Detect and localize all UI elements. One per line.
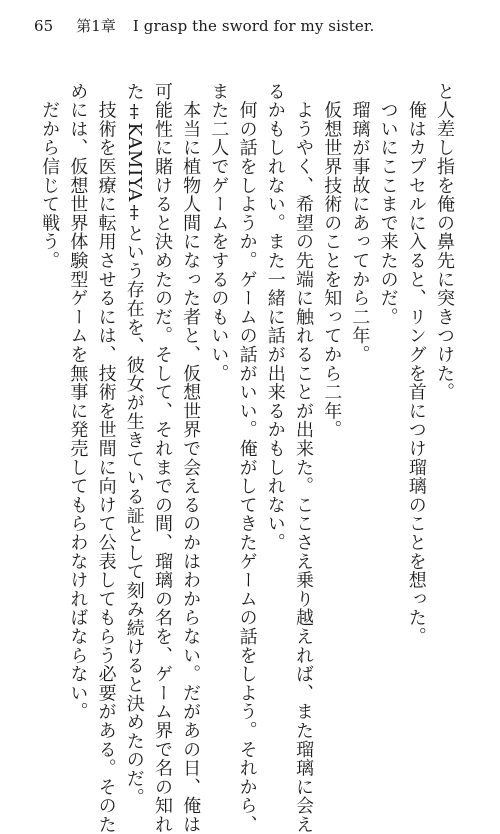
running-header [34, 16, 374, 36]
text-line: だから信じて戦う。 [39, 82, 61, 270]
text-line: めには、仮想世界体験型ゲームを無事に発売してもらわなければならない。 [67, 82, 89, 722]
vertical-body-text [35, 82, 458, 834]
chapter-label: 第1章 [76, 17, 117, 35]
text-line: ついにここまで来たのだ。 [377, 82, 399, 327]
text-line: 可能性に賭けると決めたのだ。そして、それまでの間、瑠璃の名を、ゲーム界で名の知れ [151, 82, 173, 834]
text-line: 瑠璃が事故にあってから二年。 [349, 82, 371, 364]
text-line: 本当に植物人間になった者と、仮想世界で会えるのかはわからない。だがあの日、俺は [180, 82, 202, 834]
page-number: 65 [34, 17, 54, 35]
text-line: また二人でゲームをするのもいい。 [208, 82, 230, 383]
text-line: るかもしれない。また一緒に話が出来るかもしれない。 [264, 82, 286, 552]
text-line: と人差し指を俺の鼻先に突きつけた。 [434, 82, 455, 402]
chapter-title: I grasp the sword for my sister. [132, 17, 375, 35]
text-line: 仮想世界技術のことを知ってから二年。 [321, 82, 343, 440]
text-line: ようやく、希望の先端に触れることが出来た。ここさえ乗り越えれば、また瑠璃に会え [292, 82, 314, 834]
text-line: た‡KAMIYA‡という存在を、彼女が生きている証として刻み続けると決めたのだ。 [123, 82, 145, 807]
text-line: 俺はカプセルに入ると、リングを首につけ瑠璃のことを想った。 [405, 82, 427, 646]
text-line: 何の話をしようか。ゲームの話がいい。俺がしてきたゲームの話をしよう。それから、 [236, 82, 258, 834]
text-line: 技術を医療に転用させるには、技術を世間に向けて公表してもらう必要がある。そのた [95, 82, 117, 834]
